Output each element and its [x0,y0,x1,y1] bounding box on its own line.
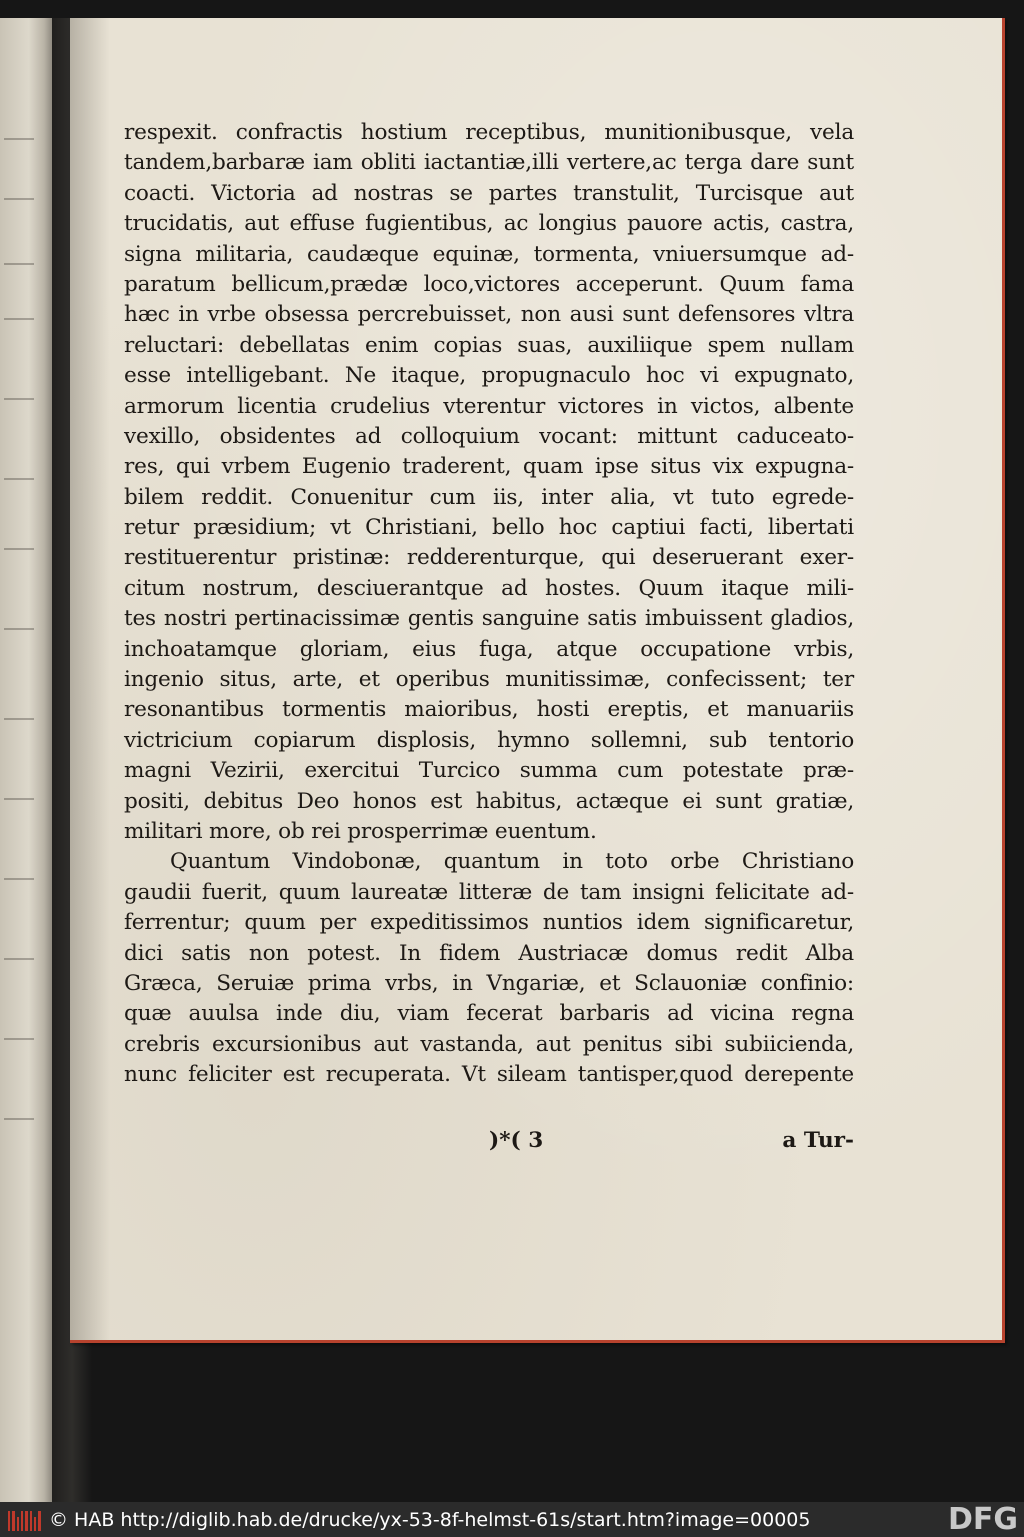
text-line: hæc in vrbe obsessa percrebuisset, non ausi sunt defensores vltra [124,302,854,328]
text-line: dici satis non potest. In fidem Austriacæ domus redit Alba [124,940,854,966]
text-line: bilem reddit. Conuenitur cum iis, inter alia, vt tuto egrede- [124,484,854,510]
text-line: citum nostrum, desciuerantque ad hostes. Quum itaque mili- [124,575,854,601]
text-line: Græca, Seruiæ prima vrbs, in Vngariæ, et Sclauoniæ confinio: [124,970,854,996]
text-line: coacti. Victoria ad nostras se partes transtulit, Turcisque aut [124,180,854,206]
book-page [70,18,1005,1343]
text-line: signa militaria, caudæque equinæ, tormenta, vniuersumque ad- [124,241,854,267]
text-line: retur præsidium; vt Christiani, bello hoc captiui facti, libertati [124,515,854,541]
copyright-link[interactable]: © HAB http://diglib.hab.de/drucke/yx-53-8f-helmst-61s/start.htm?image=00005 [49,1508,811,1531]
signature-mark: )*( 3 [489,1128,544,1153]
page-footer [124,1128,854,1162]
text-line: esse intelligebant. Ne itaque, propugnaculo hoc vi expugnato, [124,363,854,389]
text-line: ferrentur; quum per expeditissimos nuntios idem significaretur, [124,910,854,936]
left-page-strip [0,18,52,1502]
text-line: tandem,barbaræ iam obliti iactantiæ,illi vertere,ac terga dare sunt [124,150,854,176]
text-line: quæ auulsa inde diu, viam fecerat barbaris ad vicina regna [124,1001,854,1027]
text-line: crebris excursionibus aut vastanda, aut penitus sibi subiicienda, [124,1031,854,1057]
text-line: paratum bellicum,prædæ loco,victores acceperunt. Quum fama [124,271,854,297]
page-text [124,118,854,1091]
status-bar [0,1502,1024,1537]
barcode-icon [8,1509,41,1531]
text-line: positi, debitus Deo honos est habitus, actæque ei sunt gratiæ, [124,788,854,814]
text-line: tes nostri pertinacissimæ gentis sanguine satis imbuissent gladios, [124,606,854,632]
text-line: inchoatamque gloriam, eius fuga, atque occupatione vrbis, [124,636,854,662]
text-line-paragraph-start: Quantum Vindobonæ, quantum in toto orbe Christiano [170,849,854,875]
text-line: ingenio situs, arte, et operibus munitissimæ, confecissent; ter [124,667,854,693]
text-line: victricium copiarum displosis, hymno sollemni, sub tentorio [124,727,854,753]
text-line: reluctari: debellatas enim copias suas, auxiliique spem nullam [124,332,854,358]
catchword: a Tur- [782,1128,854,1153]
text-line: res, qui vrbem Eugenio traderent, quam ipse situs vix expugna- [124,454,854,480]
text-line: armorum licentia crudelius vterentur victores in victos, albente [124,393,854,419]
text-line: nunc feliciter est recuperata. Vt sileam tantisper,quod derepente [124,1062,854,1088]
text-line: militari more, ob rei prosperrimæ euentum. [124,818,597,844]
text-line: gaudii fuerit, quum laureatæ litteræ de tam insigni felicitate ad- [124,879,854,905]
text-line: vexillo, obsidentes ad colloquium vocant: mittunt caduceato- [124,423,854,449]
text-line: trucidatis, aut effuse fugientibus, ac longius pauore actis, castra, [124,211,854,237]
text-line: respexit. confractis hostium receptibus, munitionibusque, vela [124,120,854,145]
page-edge-shadow [70,18,110,1340]
text-line: restituerentur pristinæ: redderenturque, qui deseruerant exer- [124,545,854,571]
text-line: resonantibus tormentis maioribus, hosti ereptis, et manuariis [124,697,854,723]
dfg-logo: DFG [947,1502,1018,1537]
text-line: magni Vezirii, exercitui Turcico summa cum potestate præ- [124,758,854,784]
